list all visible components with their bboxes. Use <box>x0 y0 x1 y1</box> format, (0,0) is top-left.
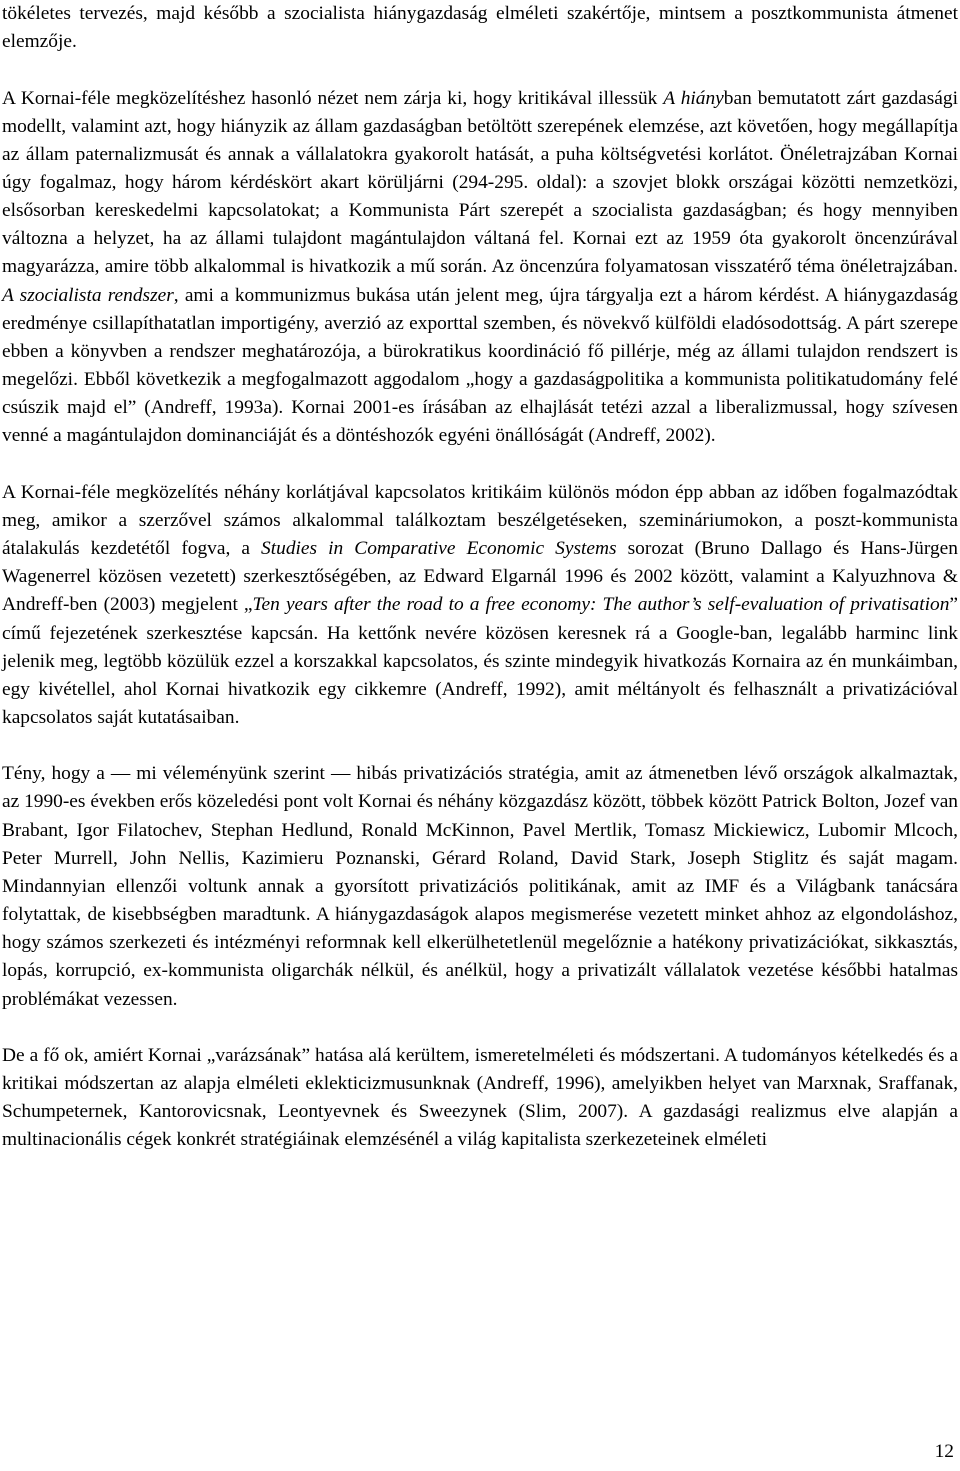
text-run: A Kornai-féle megközelítéshez hasonló nézet nem zárja ki, hogy kritikával illessük <box>2 87 664 109</box>
paragraph-gap <box>2 732 958 760</box>
text-run: A Kornai-féle megközelítés néhány korlátjával kapcsolatos kritikáim különös módon épp abban az időben fogalmazódtak meg, amikor a szerzővel számos alkalommal találkoztam beszélgetéseken, szemináriumokon, a poszt-kommunista átalakulás kezdetétől fogva, a <box>2 481 958 560</box>
paragraph-gap <box>2 451 958 479</box>
italic-text-run: A hiány <box>663 87 724 109</box>
page-number: 12 <box>934 1441 954 1462</box>
document-page <box>2 0 958 1155</box>
italic-text-run: Ten years after the road to a free economy: The author’s self-evaluation of privatisation <box>252 594 950 616</box>
paragraph-5 <box>2 1042 958 1155</box>
text-run: ” című fejezetének szerkesztése kapcsán. Ha kettőnk nevére közösen keresnek rá a Google-ban, legalább harminc link jelenik meg, legtöbb közülük ezzel a korszakkal kapcsolatos, és szinte mindegyik hivatkozás Kornaira az én munkáimban, egy kivétellel, ahol Kornai hivatkozik egy cikkemre (Andreff, 1992), amit méltányolt és felhasznált a privatizációval kapcsolatos saját kutatásaiban. <box>2 594 959 728</box>
paragraph-3 <box>2 479 958 732</box>
text-run: , ami a kommunizmus bukása után jelent meg, újra tárgyalja ezt a három kérdést. A hiánygazdaság eredménye csillapíthatatlan importigény, averzió az exporttal szemben, és növekvő külföldi eladósodottság. A párt szerepe ebben a könyvben a rendszer meghatározója, a bürokratikus koordináció fő pillérje, még az állami tulajdon rendszert is megelőzi. Ebből következik a megfogalmazott aggodalom „hogy a gazdaságpolitika a kommunista politikatudomány felé csúszik majd el” (Andreff, 1993a). Kornai 2001-es írásában az elhajlását tetézi azzal a liberalizmussal, hogy szívesen venné a magántulajdon dominanciáját és a döntéshozók egyéni önállóságát (Andreff, 2002). <box>2 284 958 447</box>
paragraph-2 <box>2 85 958 451</box>
text-run: sorozat (Bruno Dallago és Hans-Jürgen Wagenerrel közösen vezetett) szerkesztőségében, az Edward Elgarnál 1996 és 2002 között, valamint a Kalyuzhnova & Andreff-ben (2003) megjelent „ <box>2 538 958 616</box>
italic-text-run: Studies in Comparative Economic Systems <box>261 538 617 560</box>
paragraph-gap <box>2 56 958 84</box>
text-run: tökéletes tervezés, majd később a szocialista hiánygazdaság elméleti szakértője, mintsem a posztkommunista átmenet elemzője. <box>2 3 958 53</box>
paragraph-1 <box>2 0 958 56</box>
paragraph-gap <box>2 1014 958 1042</box>
paragraph-4 <box>2 760 958 1013</box>
text-run: De a fő ok, amiért Kornai „varázsának” hatása alá kerültem, ismeretelméleti és módszertani. A tudományos kételkedés és a kritikai módszertan az alapja elméleti eklekticizmusunknak (Andreff, 1996), amelyikben helyet van Marxnak, Sraffanak, Schumpeternek, Kantorovicsnak, Leontyevnek és Sweezynek (Slim, 2007). A gazdasági realizmus elve alapján a multinacionális cégek konkrét stratégiáinak elemzésénél a világ kapitalista szerkezeteinek elméleti <box>2 1044 958 1151</box>
text-run: ban bemutatott zárt gazdasági modellt, valamint azt, hogy hiányzik az állam gazdaságban betöltött szerepének elemzése, azt követően, hogy megállapítja az állam paternalizmusát és annak a vállalatokra gyakorolt hatását, a puha költségvetési korlátot. Önéletrajzában Kornai úgy fogalmaz, hogy három kérdéskört akart körüljárni (294-295. oldal): a szovjet blokk országai közötti nemzetközi, elsősorban kereskedelmi kapcsolatokat; a Kommunista Párt szerepét a szocialista gazdaságban; és hogy mennyiben változna a helyzet, ha az állami tulajdont magántulajdon váltaná fel. Kornai ezt az 1959 óta gyakorolt öncenzúrával magyarázza, amire több alkalommal is hivatkozik a mű során. Az öncenzúra folyamatosan visszatérő téma önéletrajzában. <box>2 87 958 278</box>
text-run: Tény, hogy a — mi véleményünk szerint — hibás privatizációs stratégia, amit az átmenetben lévő országok alkalmaztak, az 1990-es években erős közeledési pont volt Kornai és néhány közgazdász között, többek között Patrick Bolton, Jozef van Brabant, Igor Filatochev, Stephan Hedlund, Ronald McKinnon, Pavel Mertlik, Tomasz Mickiewicz, Lubomir Mlcoch, Peter Murrell, John Nellis, Kazimieru Poznanski, Gérard Roland, David Stark, Joseph Stiglitz és saját magam. Mindannyian ellenzői voltunk annak a gyorsított privatizációs politikának, amit az IMF és a Világbank tanácsára folytattak, de kisebbségben maradtunk. A hiánygazdaságok alapos megismerése vezetett minket ahhoz az elgondoláshoz, hogy számos szerkezeti és intézményi reformnak kell elkerülhetetlenül megelőznie a hatékony privatizációkat, sikkasztás, lopás, korrupció, ex-kommunista oligarchák nélkül, és anélkül, hogy a privatizált vállalatok vezetése későbbi hatalmas problémákat vezessen. <box>2 763 958 1010</box>
italic-text-run: A szocialista rendszer <box>2 284 174 306</box>
